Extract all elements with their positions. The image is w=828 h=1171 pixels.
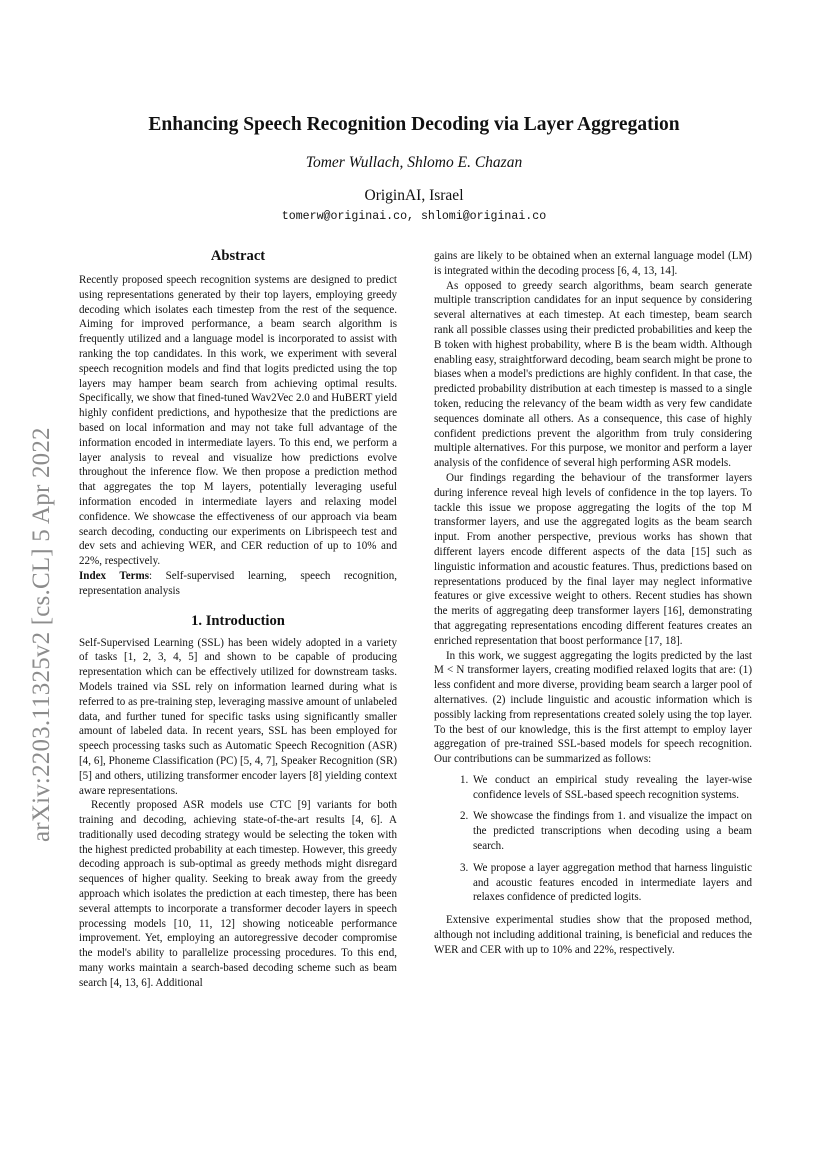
contributions-list (434, 773, 752, 905)
intro-paragraph-5: Our findings regarding the behaviour of the transformer layers during inference reveal high levels of confidence in the top layers. To tackle this issue we propose aggregating the logits of the top M transformer layers, and use the aggregated logits as the beam search input. From another perspective, previous works has shown that different layers encode different aspects of the data [15] such as linguistic information and acoustic features. Thus, predictions based on representations produced by the final layer may neglect informative features or give excessive weight to others. Recent studies has shown the merits of aggregating deep transformer layers [16], demonstrating that aggregating representations encoding different features creates an enriched representation that boost performance [17, 18]. (434, 471, 752, 647)
intro-paragraph-3: gains are likely to be obtained when an external language model (LM) is integrated within the decoding process [6, 4, 13, 14]. (434, 250, 752, 277)
author-list: Tomer Wullach, Shlomo E. Chazan (305, 154, 523, 171)
contribution-item: 1. We conduct an empirical study revealing the layer-wise confidence levels of SSL-based speech recognition systems. (471, 773, 752, 803)
paper-title: Enhancing Speech Recognition Decoding via Layer Aggregation (148, 114, 680, 135)
right-column (434, 249, 752, 958)
index-terms-text: : Self-supervised learning, speech recognition, representation analysis (79, 569, 397, 597)
intro-paragraph-6: In this work, we suggest aggregating the logits predicted by the last M < N transformer layers, creating modified relaxed logits that are: (1) less confident and more diverse, providing beam search a larger pool of alternatives. (2) include linguistic and acoustic information which is possibly lacking from representations created solely using the top layer. To the best of our knowledge, this is the first attempt to employ layer aggregation of pre-trained SSL-based models for speech recognition. Our contributions can be summarized as follows: (434, 649, 752, 766)
introduction-heading: 1. Introduction (191, 612, 285, 629)
intro-paragraph-7: Extensive experimental studies show that the proposed method, although not including additional training, is beneficial and reduces the WER and CER with up to 10% and 22%, respectively. (434, 914, 752, 956)
contribution-item: 2. We showcase the findings from 1. and visualize the impact on the predicted transcriptions when decoding using a beam search. (471, 809, 752, 853)
arxiv-identifier: arXiv:2203.11325v2 [cs.CL] 5 Apr 2022 (28, 427, 55, 842)
contribution-item: 3. We propose a layer aggregation method that harness linguistic and acoustic features encoded in intermediate layers and relaxes confidence of predicted logits. (471, 861, 752, 905)
intro-paragraph-1: Self-Supervised Learning (SSL) has been widely adopted in a variety of tasks [1, 2, 3, 4, 5] and shown to be capable of producing representation which can be effectively utilized for downstream tasks. Models trained via SSL rely on information learned during what is referred to as pre-training step, leveraging massive amount of unlabeled data, and further tuned for specific tasks using significantly smaller amount of labeled data. In recent years, SSL has been employed for speech processing tasks such as Automatic Speech Recognition (ASR) [4, 6], Phoneme Classification (PC) [5, 4, 7], Speaker Recognition (SR) [5] and others, utilizing transformer encoder layers [8] yielding context aware representations. (79, 636, 397, 797)
intro-paragraph-2: Recently proposed ASR models use CTC [9] variants for both training and decoding, achieving state-of-the-art results [4, 6]. A traditionally used decoding strategy would be selecting the token with the highest predicted probability at each timestep. However, this greedy decoding approach is sub-optimal as greedy methods might disregard sequences of higher quality. Seeking to break away from the greedy approach which isolates the prediction at each timestep, there has been several attempts to incorporate a transformer decoder layers in speech processing models [10, 11, 12] showing noticeable performance improvement. Yet, employing an autoregressive decoder compromise the model's ability to parallelize processing procedures. To this end, many works maintain a search-based decoding scheme such as beam search [4, 13, 6]. Additional (79, 799, 397, 989)
abstract-text: Recently proposed speech recognition systems are designed to predict using representations generated by their top layers, employing greedy decoding which isolates each timestep from the rest of the sequence. Aiming for improved performance, a beam search algorithm is frequently utilized and a language model is incorporated to assist with ranking the top candidates. In this work, we experiment with several speech recognition models and find that logits predicted using the top layers may hamper beam search from achieving optimal results. Specifically, we show that fined-tuned Wav2Vec 2.0 and HuBERT yield highly confident predictions, and hypothesize that the predictions are based on local information and may not take full advantage of the information encoded in intermediate layers. To this end, we perform a layer analysis to reveal and visualize how predictions evolve throughout the inference flow. We then propose a prediction method that aggregates the top M layers, potentially leveraging useful information encoded in intermediate layers and relaxing model confidence. We showcase the effectiveness of our approach via beam search decoding, conducting our experiments on Librispeech test and dev sets and achieving WER, and CER reduction of up to 10% and 22%, respectively. (79, 274, 397, 568)
abstract-heading: Abstract (210, 248, 266, 264)
intro-paragraph-4: As opposed to greedy search algorithms, beam search generate multiple transcription candidates for an input sequence by considering several alternatives at each timestep. At each timestep, beam search rank all possible classes using their predicted probabilities and keep the B token with highest probability, where B is the beam width. Although enabling easy, straightforward decoding, beam search might be prone to biases when a model's predictions are highly confident. In that case, the predicted probability distribution at each timestep is massed to a single token, reducing the relevancy of the beam width as very few candidate sequences dominate all others. As a consequence, this case of highly confident predictions prevent the algorithm from truly considering multiple alternatives. For this purpose, we monitor and perform a layer analysis of the confidence of several high performing ASR models. (434, 279, 753, 470)
left-column (79, 246, 397, 991)
index-terms-label: Index Terms (79, 569, 150, 582)
author-emails: tomerw@originai.co, shlomi@originai.co (281, 210, 547, 223)
affiliation: OriginAI, Israel (364, 187, 464, 204)
index-terms (79, 569, 397, 599)
